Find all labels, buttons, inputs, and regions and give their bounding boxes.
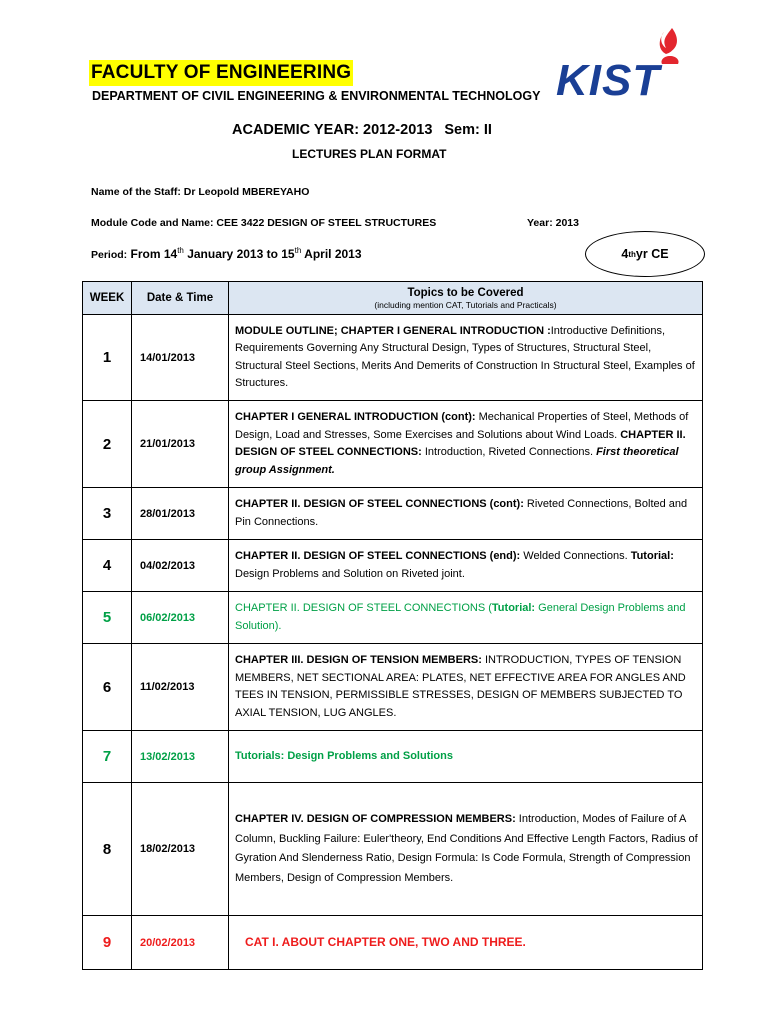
- header-date: Date & Time: [132, 282, 229, 315]
- plan-title: LECTURES PLAN FORMAT: [292, 147, 447, 161]
- lecture-date: 14/01/2013: [132, 315, 229, 401]
- topic-heading: CAT I. ABOUT CHAPTER ONE, TWO AND THREE.: [235, 934, 526, 949]
- module-year: Year: 2013: [527, 217, 579, 229]
- department-name: DEPARTMENT OF CIVIL ENGINEERING & ENVIRONMENTAL TECHNOLOGY: [92, 89, 541, 103]
- week-number: 3: [83, 488, 132, 540]
- week-number: 1: [83, 315, 132, 401]
- topics-cell: [229, 592, 703, 644]
- period-line: [91, 246, 362, 261]
- table-row: [83, 401, 703, 488]
- lecture-plan-table: [82, 281, 703, 970]
- topic-text: General Design Problems and Solution).: [235, 602, 686, 632]
- week-number: 9: [83, 916, 132, 970]
- lecture-date: 21/01/2013: [132, 401, 229, 488]
- topics-cell: [229, 731, 703, 783]
- topic-text: Design Problems and Solutions: [284, 749, 453, 762]
- table-row: [83, 783, 703, 916]
- table-row: [83, 731, 703, 783]
- topic-heading: Tutorial:: [630, 550, 674, 562]
- topic-heading: CHAPTER I GENERAL INTRODUCTION (cont):: [235, 411, 476, 423]
- topics-cell: [229, 315, 703, 401]
- header-week: WEEK: [83, 282, 132, 315]
- topics-cell: [229, 644, 703, 731]
- topic-text: Introduction, Modes of Failure of A Column, Buckling Failure: Euler'theory, End Conditions And Effective Length Factors, Radius of Gyration And Slenderness Ratio, Design Formula: Is Code Formula, Strength of Compression Members, Design of Compression Members.: [235, 813, 698, 884]
- week-number: 2: [83, 401, 132, 488]
- topics-cell: [229, 488, 703, 540]
- level-text: yr CE: [635, 247, 669, 261]
- period-end: April 2013: [301, 247, 362, 261]
- module-code-name: Module Code and Name: CEE 3422 DESIGN OF STEEL STRUCTURES: [91, 217, 437, 229]
- lecture-date: 28/01/2013: [132, 488, 229, 540]
- period-to-sup: th: [294, 246, 302, 255]
- topics-cell: [229, 783, 703, 916]
- week-number: 4: [83, 540, 132, 592]
- topic-heading: CHAPTER II. DESIGN OF STEEL CONNECTIONS (cont):: [235, 498, 524, 510]
- lecture-date: 18/02/2013: [132, 783, 229, 916]
- table-row: [83, 916, 703, 970]
- topic-text: Introduction, Riveted Connections.: [421, 446, 597, 458]
- topic-text: Introductive Definitions, Requirements Governing Any Structural Design, Types of Structures, Structural Steel, Structural Steel Sections, Merits And Demerits of Construction In Structural Steel, Examples of Structures.: [235, 324, 695, 389]
- faculty-title: FACULTY OF ENGINEERING: [89, 60, 353, 86]
- lecture-date: 13/02/2013: [132, 731, 229, 783]
- topic-heading: CHAPTER II. DESIGN OF STEEL CONNECTIONS:: [235, 428, 686, 458]
- table-row: [83, 540, 703, 592]
- period-mid: January 2013 to 15: [183, 247, 295, 261]
- topic-text: INTRODUCTION, TYPES OF TENSION MEMBERS, NET SECTIONAL AREA: PLATES, NET EFFECTIVE AREA FOR ANGLES AND TEES IN TENSION, PERMISSIBLE STRESSES, DESIGN OF MEMBERS SUBJECTED TO AXIAL TENSION, LUG ANGLES.: [235, 654, 686, 719]
- topic-text: Riveted Connections, Bolted and Pin Connections.: [235, 498, 688, 528]
- staff-name: Name of the Staff: Dr Leopold MBEREYAHO: [91, 186, 310, 198]
- table-row: [83, 488, 703, 540]
- topic-heading: Tutorial:: [491, 602, 536, 614]
- table-row: [83, 592, 703, 644]
- topic-text: Mechanical Properties of Steel, Methods of Design, Load and Stresses, Some Exercises and Solutions about Wind Loads.: [235, 411, 689, 441]
- topic-heading: MODULE OUTLINE; CHAPTER I GENERAL INTRODUCTION :: [235, 324, 551, 337]
- lecture-date: 06/02/2013: [132, 592, 229, 644]
- level-num: 4: [621, 247, 629, 261]
- assignment-note: First theoretical group Assignment.: [235, 446, 679, 476]
- logo-text: KIST: [556, 56, 661, 102]
- header-topics-subtitle: (including mention CAT, Tutorials and Practicals): [374, 299, 557, 310]
- academic-year: ACADEMIC YEAR: 2012-2013: [232, 122, 433, 138]
- topics-cell: [229, 540, 703, 592]
- topic-heading: CHAPTER IV. DESIGN OF COMPRESSION MEMBERS:: [235, 813, 516, 825]
- header-topics-title: Topics to be Covered: [407, 286, 524, 299]
- topic-heading: CHAPTER III. DESIGN OF TENSION MEMBERS:: [235, 654, 482, 666]
- lecture-date: 04/02/2013: [132, 540, 229, 592]
- week-number: 8: [83, 783, 132, 916]
- week-number: 7: [83, 731, 132, 783]
- topic-text: Welded Connections.: [520, 550, 631, 562]
- level-sup: th: [628, 249, 636, 259]
- year-level-oval: [585, 231, 705, 277]
- table-header-row: [83, 282, 703, 315]
- topic-text: Design Problems and Solution on Riveted joint.: [235, 567, 465, 580]
- week-number: 6: [83, 644, 132, 731]
- semester: Sem: II: [444, 122, 492, 138]
- kist-logo: [554, 22, 694, 102]
- week-number: 5: [83, 592, 132, 644]
- table-row: [83, 644, 703, 731]
- topic-heading: CHAPTER II. DESIGN OF STEEL CONNECTIONS (end):: [235, 550, 521, 562]
- topics-cell: [229, 916, 703, 970]
- topic-text: CHAPTER II. DESIGN OF STEEL CONNECTIONS (: [235, 602, 492, 614]
- academic-year-line: [232, 122, 492, 138]
- header-topics: [229, 282, 703, 315]
- lecture-date: 20/02/2013: [132, 916, 229, 970]
- topic-heading: Tutorials:: [235, 749, 285, 762]
- table-row: [83, 315, 703, 401]
- period-from-sup: th: [177, 246, 184, 255]
- period-label: Period:: [91, 249, 128, 261]
- topics-cell: [229, 401, 703, 488]
- period-from: From 14: [130, 247, 178, 261]
- lecture-date: 11/02/2013: [132, 644, 229, 731]
